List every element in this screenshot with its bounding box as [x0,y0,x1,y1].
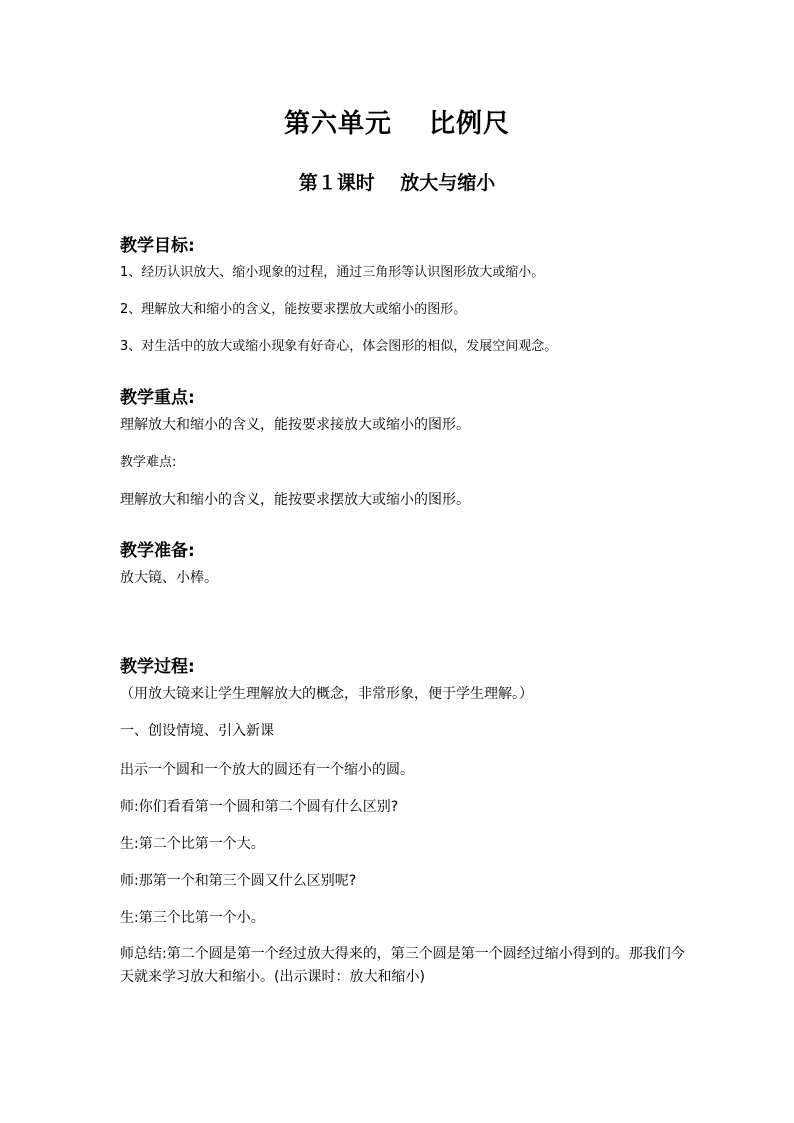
objective-item: 3、对生活中的放大或缩小现象有好奇心，体会图形的相似，发展空间观念。 [120,339,558,354]
teacher-summary: 师总结:第二个圆是第一个经过放大得来的，第三个圆是第一个圆经过缩小得到的。那我们今天就来学习放大和缩小。(出示课时：放大和缩小) [120,946,685,985]
process-line: 生:第三个比第一个小。 [120,910,265,926]
objective-item: 2、理解放大和缩小的含义，能按要求摆放大或缩小的图形。 [120,302,467,317]
unit-title: 第六单元 比例尺 [283,109,511,139]
difficulty-label: 教学难点: [120,455,177,470]
lesson-subtitle: 第１课时 放大与缩小 [298,172,496,194]
process-line: 一、创设情境、引入新课 [120,723,274,739]
objective-item: 1、经历认识放大、缩小现象的过程，通过三角形等认识图形放大或缩小。 [120,265,545,280]
key-points-heading: 教学重点: [120,388,195,408]
objectives-heading: 教学目标: [120,236,195,256]
process-note: （用放大镜来让学生理解放大的概念，非常形象，便于学生理解。） [120,686,533,702]
process-line: 师:你们看看第一个圆和第二个圆有什么区别? [120,799,399,815]
process-line: 生:第二个比第一个大。 [120,836,265,852]
process-heading: 教学过程: [120,657,195,677]
process-line: 出示一个圆和一个放大的圆还有一个缩小的圆。 [120,762,414,778]
preparation-text: 放大镜、小棒。 [120,570,218,586]
key-points-text: 理解放大和缩小的含义，能按要求接放大或缩小的图形。 [120,417,470,433]
difficulty-text: 理解放大和缩小的含义，能按要求摆放大或缩小的图形。 [120,492,470,508]
preparation-heading: 教学准备: [120,541,195,561]
process-line: 师:那第一个和第三个圆又什么区别呢? [120,873,357,889]
